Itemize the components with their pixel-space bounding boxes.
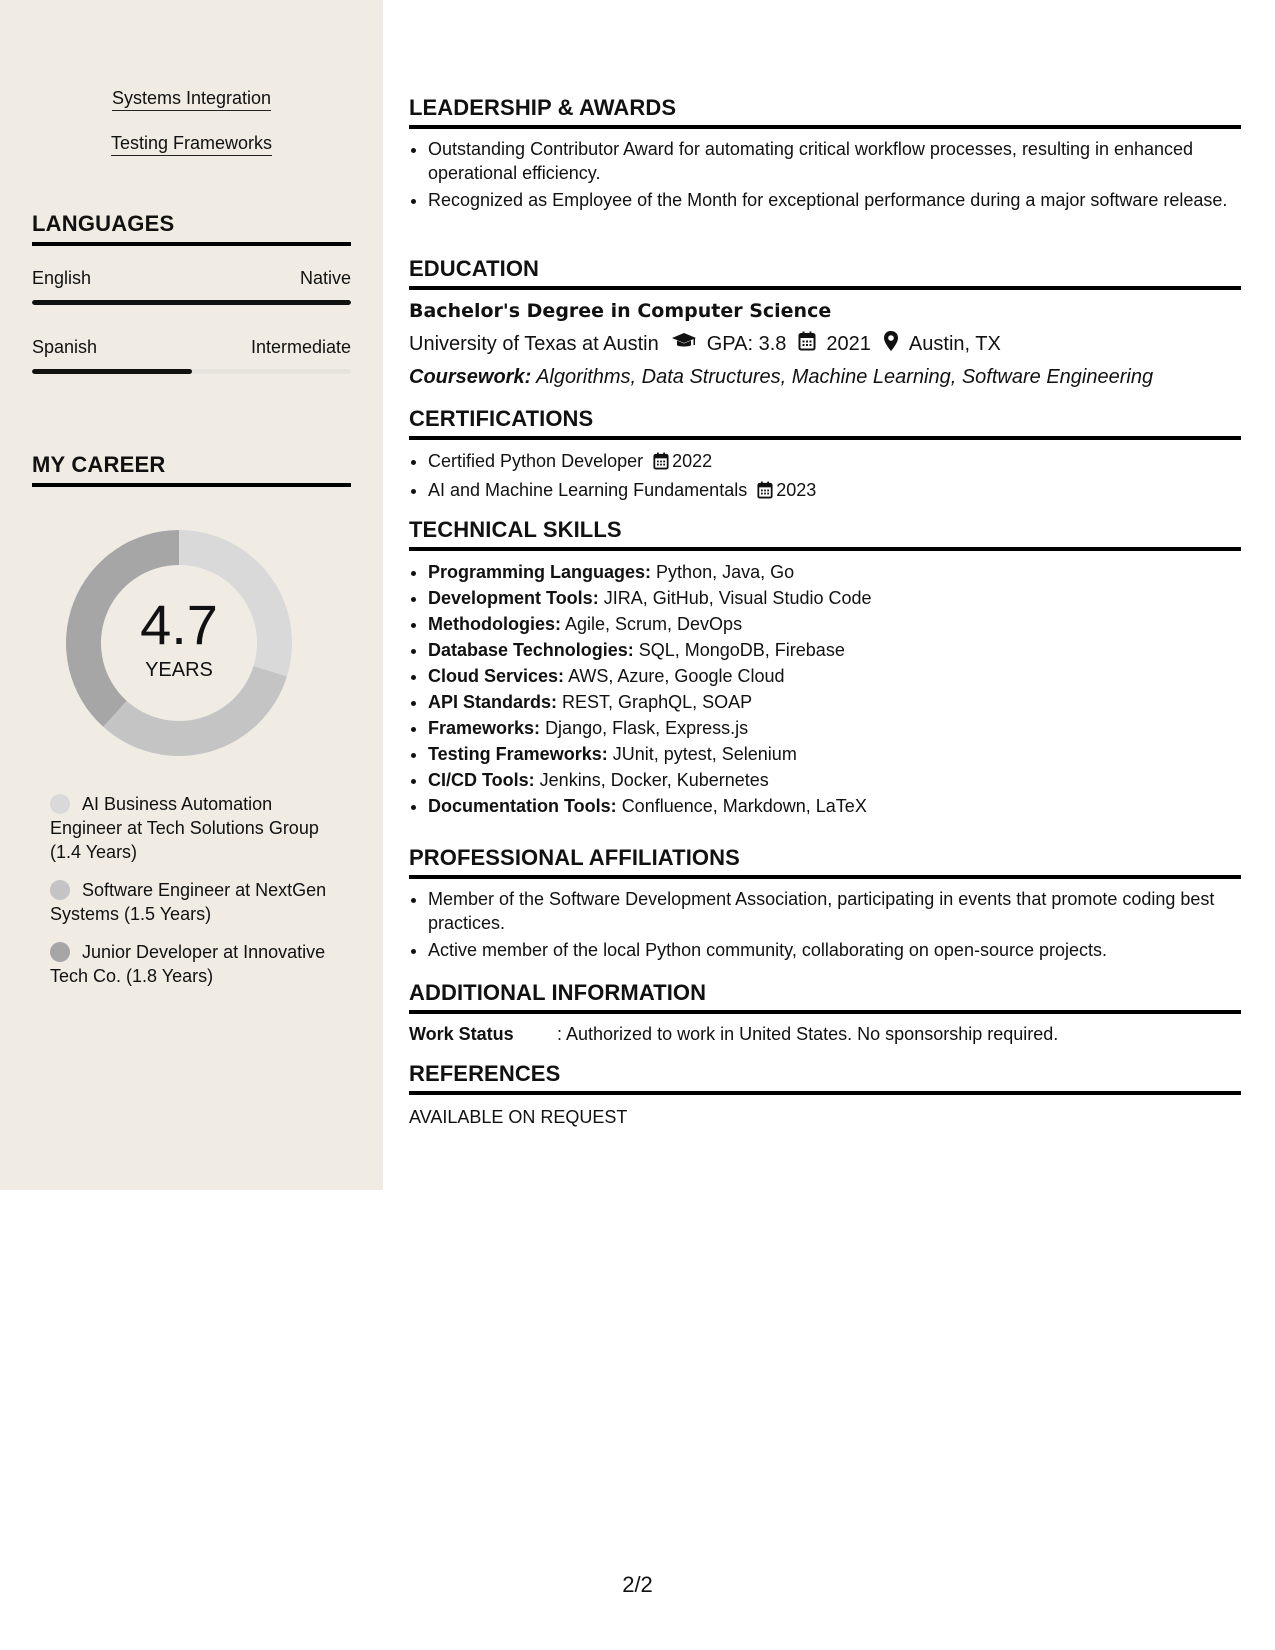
language-bar-english [32,300,351,305]
skill-item [428,689,1241,715]
skill-label: Documentation Tools: [428,796,617,816]
languages-heading: LANGUAGES [32,211,351,246]
section-affiliations [409,845,1241,965]
section-title: REFERENCES [409,1061,1241,1095]
skill-value: AWS, Azure, Google Cloud [568,666,785,686]
skill-tag-systems-integration: Systems Integration [0,88,383,109]
skill-label: Frameworks: [428,718,541,738]
references-text: AVAILABLE ON REQUEST [409,1107,628,1127]
language-name: Spanish [32,337,98,357]
list-item: • Active member of the local Python community, collaborating on open-source projects. [428,938,1241,962]
career-total-unit: YEARS [145,658,213,681]
skill-label: API Standards: [428,692,558,712]
skill-item [428,715,1241,741]
skill-label: Methodologies: [428,614,561,634]
list-item: • Outstanding Contributor Award for automating critical workflow processes, resulting in enhanced operational efficiency. [428,137,1241,185]
career-legend-item: Software Engineer at NextGen Systems (1.5 Years) [50,880,327,924]
skill-item [428,741,1241,767]
legend-dot-icon [50,942,70,962]
gpa: GPA: 3.8 [706,332,787,355]
skill-value: SQL, MongoDB, Firebase [638,640,845,660]
affiliations-list [409,887,1241,962]
skill-item [428,663,1241,689]
skill-value: Confluence, Markdown, LaTeX [621,796,867,816]
graduation-cap-icon [671,332,697,356]
section-leadership [409,95,1241,215]
education-details [409,330,1241,358]
cert-name: AI and Machine Learning Fundamentals [428,480,748,500]
skill-item [428,559,1241,585]
skill-value: JIRA, GitHub, Visual Studio Code [603,588,872,608]
language-level: Intermediate [250,337,351,357]
skill-label: Testing Frameworks: [428,744,608,764]
language-bar-spanish [32,369,351,374]
section-title: PROFESSIONAL AFFILIATIONS [409,845,1241,879]
leadership-list [409,137,1241,212]
skill-label: Cloud Services: [428,666,565,686]
location-pin-icon [883,330,899,358]
section-title: CERTIFICATIONS [409,406,1241,440]
section-references [409,1061,1241,1128]
list-item [428,477,1241,506]
skill-tag-testing-frameworks: Testing Frameworks [0,133,383,154]
calendar-icon [798,331,816,357]
cert-name: Certified Python Developer [428,451,644,471]
language-level: Native [299,268,351,288]
language-row-spanish [32,337,351,358]
skill-value: JUnit, pytest, Selenium [612,744,797,764]
skill-label: Database Technologies: [428,640,634,660]
work-status-row [409,1024,1241,1045]
language-bar-fill [32,369,192,374]
calendar-icon [757,480,773,506]
cert-year: 2023 [776,480,817,500]
section-additional-information [409,980,1241,1045]
section-title: EDUCATION [409,256,1241,290]
section-certifications [409,406,1241,506]
legend-dot-icon [50,794,70,814]
skill-item [428,767,1241,793]
section-title: LEADERSHIP & AWARDS [409,95,1241,129]
skill-item [428,585,1241,611]
section-title: TECHNICAL SKILLS [409,517,1241,551]
skill-value: REST, GraphQL, SOAP [562,692,753,712]
skill-label: Development Tools: [428,588,599,608]
coursework-list: Algorithms, Data Structures, Machine Learning, Software Engineering [536,366,1154,388]
skill-value: Python, Java, Go [656,562,795,582]
skill-value: Django, Flask, Express.js [545,718,749,738]
list-item: • Recognized as Employee of the Month for exceptional performance during a major software release. [428,188,1241,212]
language-bar-fill [32,300,351,305]
section-title: ADDITIONAL INFORMATION [409,980,1241,1014]
career-heading: MY CAREER [32,452,351,487]
coursework-label: Coursework: [409,366,532,388]
graduation-year: 2021 [826,332,871,355]
page-number: 2/2 [622,1572,653,1597]
skill-value: Agile, Scrum, DevOps [565,614,743,634]
technical-skills-list [409,559,1241,819]
calendar-icon [653,451,669,477]
career-total-value: 4.7 [140,592,218,656]
language-row-english [32,268,351,289]
section-education [409,256,1241,389]
coursework [409,366,1241,389]
language-name: English [32,268,92,288]
career-legend-item: AI Business Automation Engineer at Tech Solutions Group (1.4 Years) [50,794,319,862]
school-name: University of Texas at Austin [409,332,659,355]
legend-dot-icon [50,880,70,900]
list-item [428,448,1241,477]
career-legend-item: Junior Developer at Innovative Tech Co. (1.8 Years) [50,942,326,986]
skill-item [428,793,1241,819]
section-technical-skills [409,517,1241,819]
cert-year: 2022 [672,451,713,471]
career-total [66,530,292,756]
work-status-label: Work Status [409,1024,514,1044]
work-status-value: : Authorized to work in United States. No sponsorship required. [557,1024,1059,1044]
skill-label: Programming Languages: [428,562,652,582]
list-item: • Member of the Software Development Association, participating in events that promote coding best practices. [428,887,1241,935]
degree-title: Bachelor's Degree in Computer Science [409,300,832,322]
skill-label: CI/CD Tools: [428,770,535,790]
certifications-list [409,448,1241,506]
school-location: Austin, TX [908,332,1001,355]
skill-item [428,637,1241,663]
skill-item [428,611,1241,637]
skill-value: Jenkins, Docker, Kubernetes [539,770,769,790]
